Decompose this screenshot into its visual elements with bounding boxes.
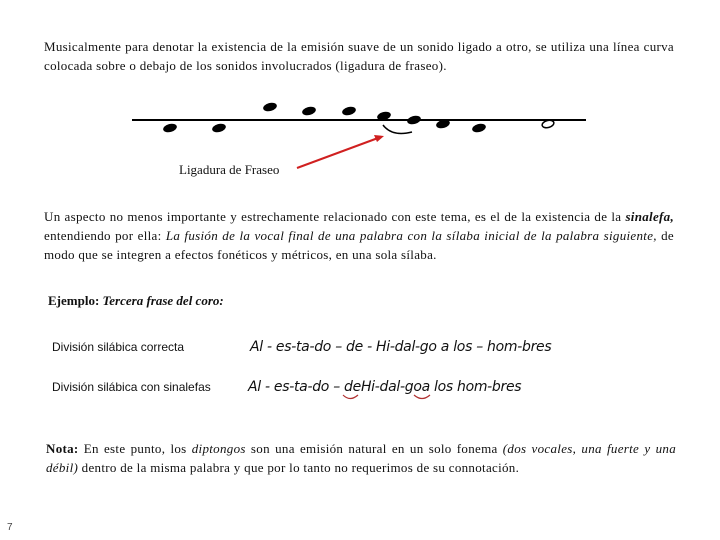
note	[406, 114, 422, 125]
sinalefa-paragraph	[44, 207, 674, 264]
text: de modo que se integren a efectos fonéticos y métricos, en una sola sílaba.	[44, 228, 674, 262]
text: Un aspecto no menos importante y estrechamente relacionado con este tema, es el de la existencia de la	[44, 209, 626, 224]
example-title: Tercera frase del coro:	[102, 293, 224, 308]
row-label: División silábica con sinalefas	[52, 380, 211, 394]
text: entendiendo por ella:	[44, 228, 166, 243]
note	[301, 105, 317, 116]
term: sinalefa,	[625, 209, 674, 224]
text: (dos vocales, una fuerte y una débil)	[46, 441, 676, 475]
page-number: 7	[7, 522, 13, 533]
note	[211, 122, 227, 133]
example-heading	[48, 291, 224, 310]
note	[471, 122, 487, 133]
text: En este punto, los	[78, 441, 192, 456]
example-label: Ejemplo:	[48, 293, 103, 308]
arrow-head-icon	[374, 135, 384, 142]
text: son una emisión natural en un solo fonema	[245, 441, 503, 456]
note	[341, 105, 357, 116]
slur-arc	[383, 125, 412, 133]
text: dentro de la misma palabra y que por lo tanto no requerimos de su connotación.	[78, 460, 520, 475]
note	[262, 101, 278, 112]
note-label: Nota:	[46, 441, 79, 456]
figure-label: Ligadura de Fraseo	[179, 162, 280, 177]
row-label: División silábica correcta	[52, 340, 185, 354]
notes	[162, 101, 487, 133]
note	[162, 122, 178, 133]
intro-text: Musicalmente para denotar la existencia de la emisión suave de un sonido ligado a otro, se utiliza una línea curva colocada sobre o debajo de los sonidos involucrados (ligadura de fraseo).	[44, 39, 674, 73]
sinalefa-mark	[343, 395, 358, 399]
sinalefa-mark	[414, 395, 430, 399]
term: diptongos	[191, 441, 246, 456]
row-text: Al - es-ta-do – deHi-dal-goa los hom-bres	[248, 379, 522, 395]
arrow-line	[297, 138, 378, 168]
note-paragraph	[46, 439, 676, 477]
row-text: Al - es-ta-do – de - Hi-dal-go a los – hom-bres	[250, 339, 552, 355]
definition: La fusión de la vocal final de una palabra con la sílaba inicial de la palabra siguiente,	[165, 228, 657, 243]
